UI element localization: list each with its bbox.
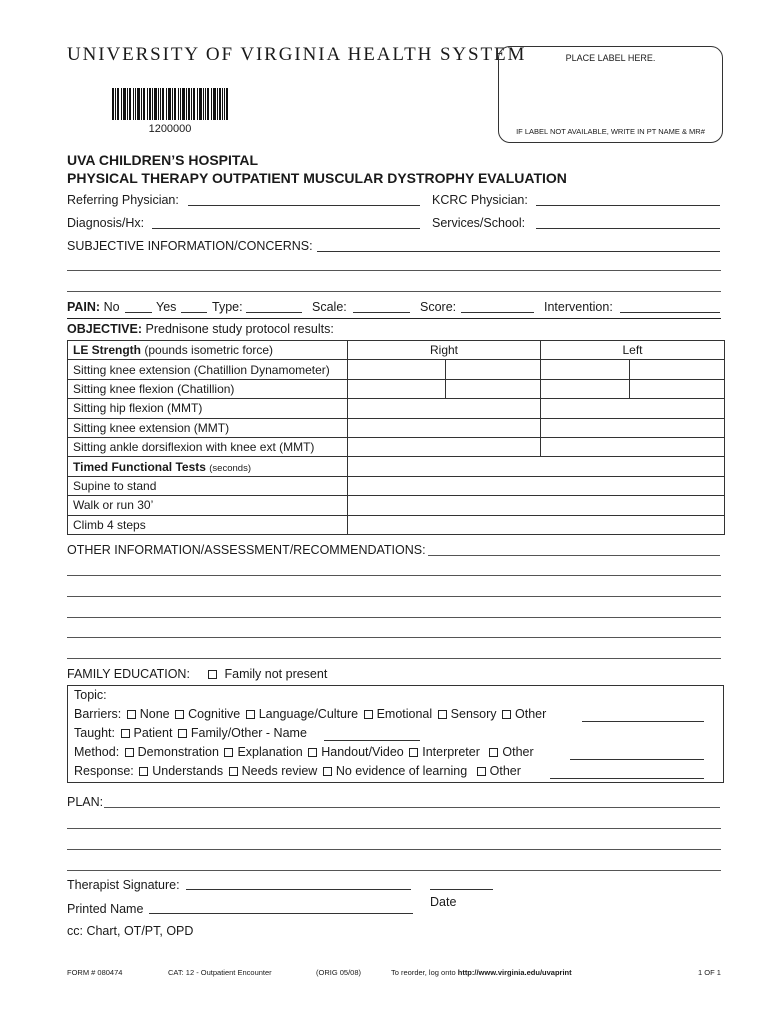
le-strength-table <box>67 340 725 535</box>
subjective-line[interactable] <box>67 291 721 292</box>
checkbox[interactable] <box>409 748 418 757</box>
reorder-link[interactable]: http://www.virginia.edu/uvaprint <box>457 968 572 977</box>
subjective-label: SUBJECTIVE INFORMATION/CONCERNS: <box>67 239 313 253</box>
kcrc-physician-field[interactable] <box>536 194 720 206</box>
pain-divider <box>67 318 721 319</box>
pain-intervention-field[interactable] <box>620 301 720 313</box>
referring-physician-label: Referring Physician: <box>67 193 179 207</box>
table-row <box>68 360 725 379</box>
timed-tests-cell[interactable] <box>348 457 725 476</box>
row-label: Walk or run 30’ <box>68 496 348 515</box>
table-row <box>68 418 725 437</box>
right-cell[interactable] <box>348 399 541 418</box>
other-info-line[interactable] <box>67 637 721 638</box>
checkbox[interactable] <box>178 729 187 738</box>
family-education-label: FAMILY EDUCATION: <box>67 667 190 681</box>
timed-value-cell[interactable] <box>348 496 725 515</box>
row-label: Sitting ankle dorsiflexion with knee ext (MMT) <box>68 437 348 456</box>
method-row: Method: Demonstration Explanation Handout/Video Interpreter Other <box>74 745 534 759</box>
left-cell[interactable] <box>541 437 725 456</box>
pain-yes-label: Yes <box>156 300 177 314</box>
services-school-label: Services/School: <box>432 216 526 230</box>
checkbox[interactable] <box>489 748 498 757</box>
orig-date: (ORIG 05/08) <box>316 968 362 977</box>
referring-physician-field[interactable] <box>188 194 420 206</box>
other-info-line[interactable] <box>67 596 721 597</box>
table-row <box>68 379 725 398</box>
row-label: Sitting knee extension (Chatillion Dynamometer) <box>68 360 348 379</box>
subjective-line[interactable] <box>67 270 721 271</box>
row-label: Supine to stand <box>68 476 348 495</box>
objective-label: OBJECTIVE: <box>67 322 143 336</box>
pain-type-label: Type: <box>212 300 243 314</box>
reorder-text: To reorder, log onto http://www.virginia.edu/uvaprint <box>391 968 572 977</box>
checkbox[interactable] <box>125 748 134 757</box>
diagnosis-field[interactable] <box>152 217 420 229</box>
other-info-field[interactable] <box>428 544 720 556</box>
checkbox[interactable] <box>121 729 130 738</box>
checkbox[interactable] <box>502 710 511 719</box>
checkbox[interactable] <box>229 767 238 776</box>
table-row <box>68 437 725 456</box>
plan-field[interactable] <box>104 796 720 808</box>
timed-value-cell[interactable] <box>348 515 725 534</box>
other-info-line[interactable] <box>67 575 721 576</box>
left-cell[interactable] <box>541 418 725 437</box>
family-not-present-option[interactable]: Family not present <box>206 667 327 681</box>
kcrc-physician-label: KCRC Physician: <box>432 193 528 207</box>
diagnosis-label: Diagnosis/Hx: <box>67 216 145 230</box>
left-cell-2[interactable] <box>630 360 725 379</box>
left-cell-1[interactable] <box>541 379 630 398</box>
objective-text: Prednisone study protocol results: <box>145 322 334 336</box>
right-header: Right <box>348 341 541 360</box>
checkbox[interactable] <box>323 767 332 776</box>
left-cell[interactable] <box>541 399 725 418</box>
row-label: Sitting knee extension (MMT) <box>68 418 348 437</box>
checkbox[interactable] <box>224 748 233 757</box>
pain-label: PAIN: <box>67 300 101 314</box>
other-info-line[interactable] <box>67 658 721 659</box>
checkbox[interactable] <box>438 710 447 719</box>
table-row <box>68 476 725 495</box>
le-strength-header: LE Strength (pounds isometric force) <box>68 341 348 360</box>
checkbox[interactable] <box>127 710 136 719</box>
table-row <box>68 515 725 534</box>
left-cell-1[interactable] <box>541 360 630 379</box>
row-label: Climb 4 steps <box>68 515 348 534</box>
page-number: 1 OF 1 <box>698 968 721 977</box>
taught-row: Taught: Patient Family/Other - Name <box>74 726 307 740</box>
date-label: Date <box>430 895 457 909</box>
category: CAT: 12 - Outpatient Encounter <box>168 968 272 977</box>
checkbox[interactable] <box>175 710 184 719</box>
table-row <box>68 457 725 476</box>
right-cell-2[interactable] <box>446 360 541 379</box>
family-education-box <box>67 685 724 783</box>
timed-tests-header: Timed Functional Tests (seconds) <box>68 457 348 476</box>
printed-name-field[interactable] <box>149 902 413 914</box>
plan-label: PLAN: <box>67 795 104 809</box>
right-cell[interactable] <box>348 418 541 437</box>
pain-score-label: Score: <box>420 300 457 314</box>
left-header: Left <box>541 341 725 360</box>
row-label: Sitting knee flexion (Chatillion) <box>68 379 348 398</box>
patient-label-box[interactable] <box>498 46 723 143</box>
plan-line[interactable] <box>67 828 721 829</box>
other-info-label: OTHER INFORMATION/ASSESSMENT/RECOMMENDATIONS: <box>67 543 426 557</box>
method-other-field[interactable] <box>570 748 704 760</box>
services-school-field[interactable] <box>536 217 720 229</box>
table-header-row <box>68 341 725 360</box>
barriers-row: Barriers: None Cognitive Language/Culture Emotional Sensory Other <box>74 707 547 721</box>
institution-title: UNIVERSITY OF VIRGINIA HEALTH SYSTEM <box>67 44 527 65</box>
pain-type-field[interactable] <box>246 301 302 313</box>
timed-value-cell[interactable] <box>348 476 725 495</box>
barcode-number: 1200000 <box>148 123 192 135</box>
checkbox[interactable] <box>139 767 148 776</box>
hospital-title: UVA CHILDREN’S HOSPITAL <box>67 152 259 168</box>
label-box-instruction: PLACE LABEL HERE. <box>565 53 656 63</box>
left-cell-2[interactable] <box>630 379 725 398</box>
subjective-field[interactable] <box>317 240 720 252</box>
table-row <box>68 399 725 418</box>
plan-line[interactable] <box>67 849 721 850</box>
objective-row <box>67 322 334 336</box>
checkbox[interactable] <box>364 710 373 719</box>
pain-scale-label: Scale: <box>312 300 347 314</box>
pain-yes-field[interactable] <box>181 301 207 313</box>
printed-name-label: Printed Name <box>67 902 144 916</box>
therapist-signature-field[interactable] <box>186 878 411 890</box>
label-box-fallback: IF LABEL NOT AVAILABLE, WRITE IN PT NAME & MR# <box>516 127 705 136</box>
table-row <box>68 496 725 515</box>
barcode <box>112 88 228 120</box>
therapist-signature-label: Therapist Signature: <box>67 878 180 892</box>
row-label: Sitting hip flexion (MMT) <box>68 399 348 418</box>
pain-no-label: No <box>103 300 120 314</box>
form-title: PHYSICAL THERAPY OUTPATIENT MUSCULAR DYSTROPHY EVALUATION <box>67 170 567 186</box>
pain-scale-field[interactable] <box>353 301 410 313</box>
barriers-other-field[interactable] <box>582 710 704 722</box>
pain-intervention-label: Intervention: <box>544 300 613 314</box>
date-field[interactable] <box>430 878 493 890</box>
right-cell-1[interactable] <box>348 360 446 379</box>
pain-no-field[interactable] <box>125 301 152 313</box>
response-other-field[interactable] <box>550 767 704 779</box>
taught-name-field[interactable] <box>324 729 420 741</box>
checkbox[interactable] <box>477 767 486 776</box>
pain-score-field[interactable] <box>461 301 534 313</box>
checkbox[interactable] <box>308 748 317 757</box>
cc-text: cc: Chart, OT/PT, OPD <box>67 924 194 938</box>
checkbox[interactable] <box>208 670 217 679</box>
plan-line[interactable] <box>67 870 721 871</box>
other-info-line[interactable] <box>67 617 721 618</box>
topic-label: Topic: <box>74 688 107 702</box>
response-row: Response: Understands Needs review No evidence of learning Other <box>74 764 521 778</box>
right-cell-1[interactable] <box>348 379 446 398</box>
right-cell-2[interactable] <box>446 379 541 398</box>
right-cell[interactable] <box>348 437 541 456</box>
pain-row <box>67 300 120 314</box>
checkbox[interactable] <box>246 710 255 719</box>
form-number: FORM # 080474 <box>67 968 123 977</box>
